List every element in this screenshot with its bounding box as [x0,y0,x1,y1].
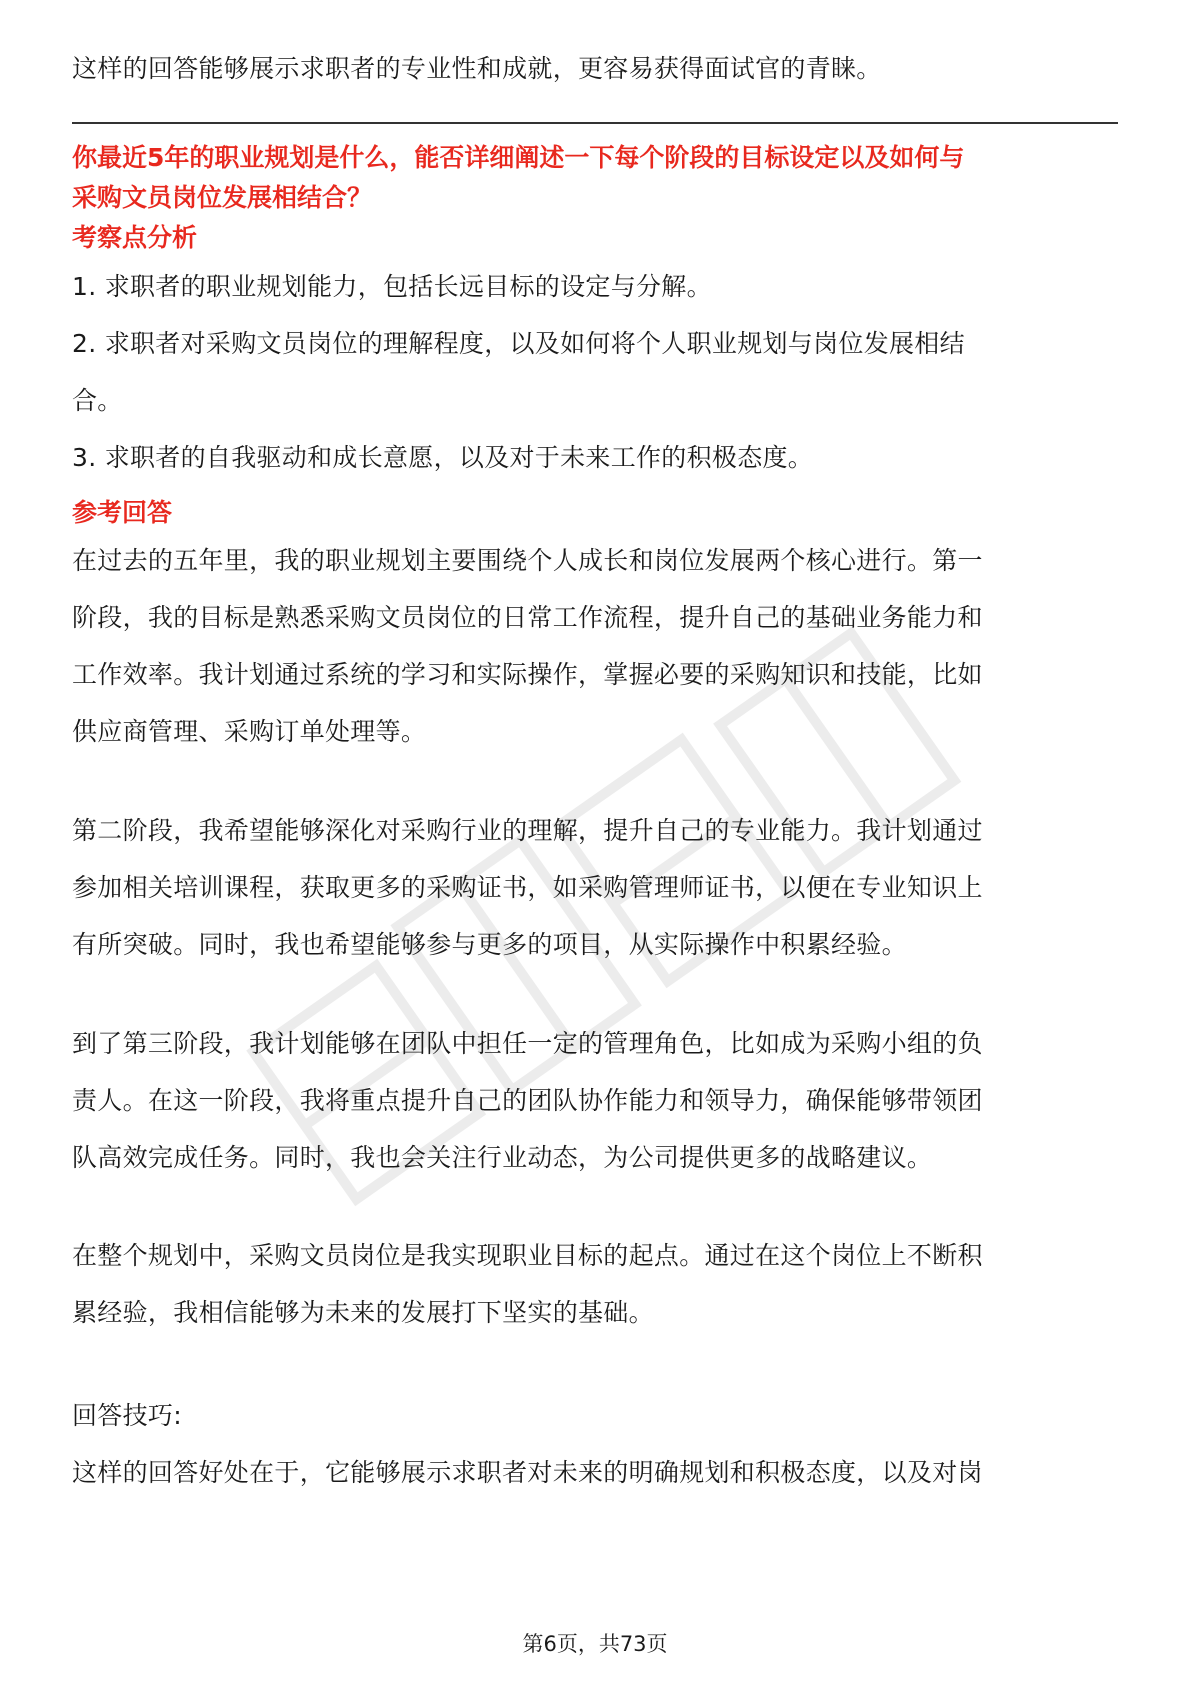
tips-section [72,1387,983,1501]
tips-line: 这样的回答好处在于，它能够展示求职者对未来的明确规划和积极态度，以及对岗 [72,1458,983,1487]
paragraph-line: 在整个规划中，采购文员岗位是我实现职业目标的起点。通过在这个岗位上不断积 [72,1241,983,1270]
question-line: 你最近5年的职业规划是什么，能否详细阐述一下每个阶段的目标设定以及如何与 [72,143,965,172]
analysis-heading: 考察点分析 [72,223,198,252]
paragraph-line: 参加相关培训课程，获取更多的采购证书，如采购管理师证书，以便在专业知识上 [72,873,983,902]
question-line: 采购文员岗位发展相结合？ [72,183,373,212]
answer-paragraph-4 [72,1227,983,1341]
paragraph-line: 在过去的五年里，我的职业规划主要围绕个人成长和岗位发展两个核心进行。第一 [72,546,983,575]
question-title [72,138,964,218]
paragraph-line: 阶段，我的目标是熟悉采购文员岗位的日常工作流程，提升自己的基础业务能力和 [72,603,983,632]
document-page [72,0,1118,1684]
analysis-item: 1. 求职者的职业规划能力，包括长远目标的设定与分解。 [72,272,712,301]
intro-text: 这样的回答能够展示求职者的专业性和成就，更容易获得面试官的青睐。 [72,54,882,83]
analysis-item: 3. 求职者的自我驱动和成长意愿，以及对于未来工作的积极态度。 [72,443,814,472]
analysis-list [72,258,965,486]
answer-paragraph-1 [72,532,983,760]
paragraph-line: 到了第三阶段，我计划能够在团队中担任一定的管理角色，比如成为采购小组的负 [72,1029,983,1058]
paragraph-line: 工作效率。我计划通过系统的学习和实际操作，掌握必要的采购知识和技能，比如 [72,660,983,689]
tips-heading: 回答技巧: [72,1401,182,1430]
paragraph-line: 责人。在这一阶段，我将重点提升自己的团队协作能力和领导力，确保能够带领团 [72,1086,983,1115]
paragraph-line: 队高效完成任务。同时，我也会关注行业动态，为公司提供更多的战略建议。 [72,1143,933,1172]
page-number-footer: 第6页，共73页 [522,1632,668,1656]
paragraph-line: 有所突破。同时，我也希望能够参与更多的项目，从实际操作中积累经验。 [72,930,907,959]
answer-heading: 参考回答 [72,498,173,527]
section-divider [72,122,1118,124]
paragraph-line: 第二阶段，我希望能够深化对采购行业的理解，提升自己的专业能力。我计划通过 [72,816,983,845]
analysis-item: 合。 [72,386,123,415]
paragraph-line: 供应商管理、采购订单处理等。 [72,717,427,746]
answer-paragraph-3 [72,1015,983,1186]
analysis-item: 2. 求职者对采购文员岗位的理解程度，以及如何将个人职业规划与岗位发展相结 [72,329,965,358]
answer-paragraph-2 [72,802,983,973]
paragraph-line: 累经验，我相信能够为未来的发展打下坚实的基础。 [72,1298,654,1327]
